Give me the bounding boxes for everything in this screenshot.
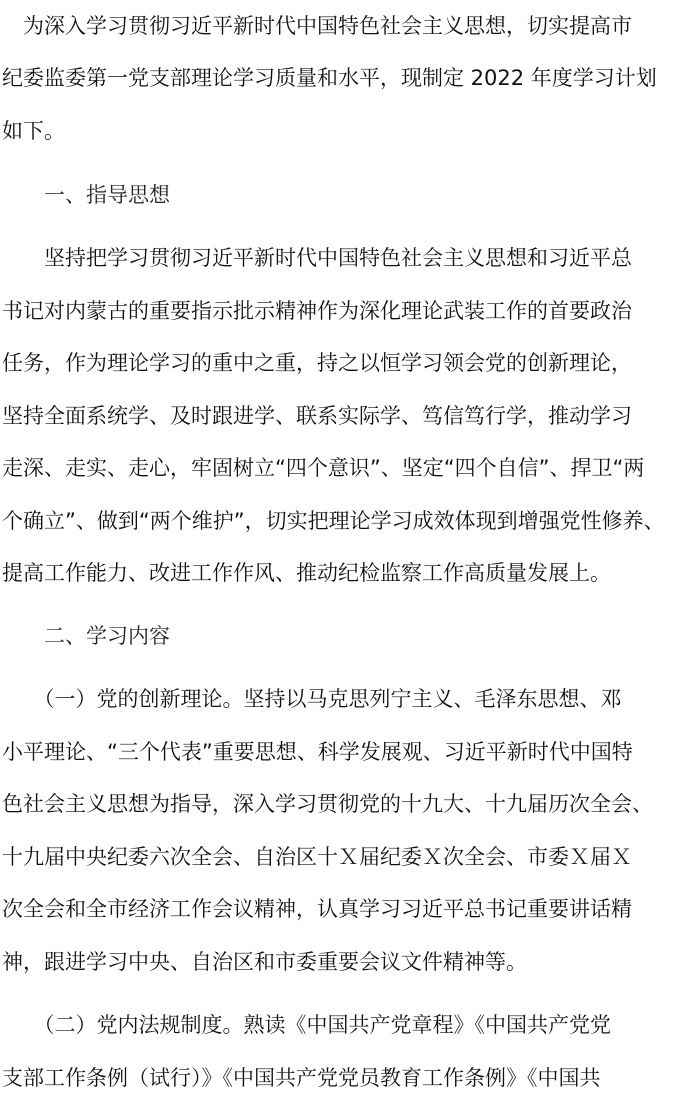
section-heading-study-content: 二、学习内容 (2, 624, 170, 648)
section1-line-6: 个确立”、做到“两个维护”，切实把理论学习成效体现到增强党性修养、 (2, 509, 665, 533)
subsection1-line-1: （一）党的创新理论。坚持以马克思列宁主义、毛泽东思想、邓 (2, 687, 622, 711)
section1-line-3: 任务，作为理论学习的重中之重，持之以恒学习领会党的创新理论， (2, 351, 632, 375)
subsection2-line-2: 支部工作条例（试行）》《中国共产党党员教育工作条例》《中国共 (2, 1066, 601, 1090)
section1-line-7: 提高工作能力、改进工作作风、推动纪检监察工作高质量发展上。 (2, 561, 611, 585)
subsection2-line-1: （二）党内法规制度。熟读《中国共产党章程》《中国共产党党 (2, 1013, 611, 1037)
section-heading-guiding-ideology: 一、指导思想 (2, 183, 170, 207)
intro-line-1: 为深入学习贯彻习近平新时代中国特色社会主义思想，切实提高市 (2, 14, 632, 38)
section1-line-2: 书记对内蒙古的重要指示批示精神作为深化理论武装工作的首要政治 (2, 299, 632, 323)
section1-line-5: 走深、走实、走心，牢固树立“四个意识”、坚定“四个自信”、捍卫“两 (2, 456, 645, 480)
subsection1-line-4: 十九届中央纪委六次全会、自治区十Ｘ届纪委Ｘ次全会、市委Ｘ届Ｘ (2, 845, 632, 869)
subsection1-line-3: 色社会主义思想为指导，深入学习贯彻党的十九大、十九届历次全会、 (2, 792, 653, 816)
section1-line-4: 坚持全面系统学、及时跟进学、联系实际学、笃信笃行学，推动学习 (2, 404, 632, 428)
subsection1-line-5: 次全会和全市经济工作会议精神，认真学习习近平总书记重要讲话精 (2, 897, 632, 921)
intro-line-2: 纪委监委第一党支部理论学习质量和水平，现制定 2022 年度学习计划 (2, 66, 657, 90)
intro-line-3: 如下。 (2, 119, 65, 143)
subsection1-line-6: 神，跟进学习中央、自治区和市委重要会议文件精神等。 (2, 950, 527, 974)
subsection1-line-2: 小平理论、“三个代表”重要思想、科学发展观、习近平新时代中国特 (2, 740, 633, 764)
section1-line-1: 坚持把学习贯彻习近平新时代中国特色社会主义思想和习近平总 (2, 246, 632, 270)
